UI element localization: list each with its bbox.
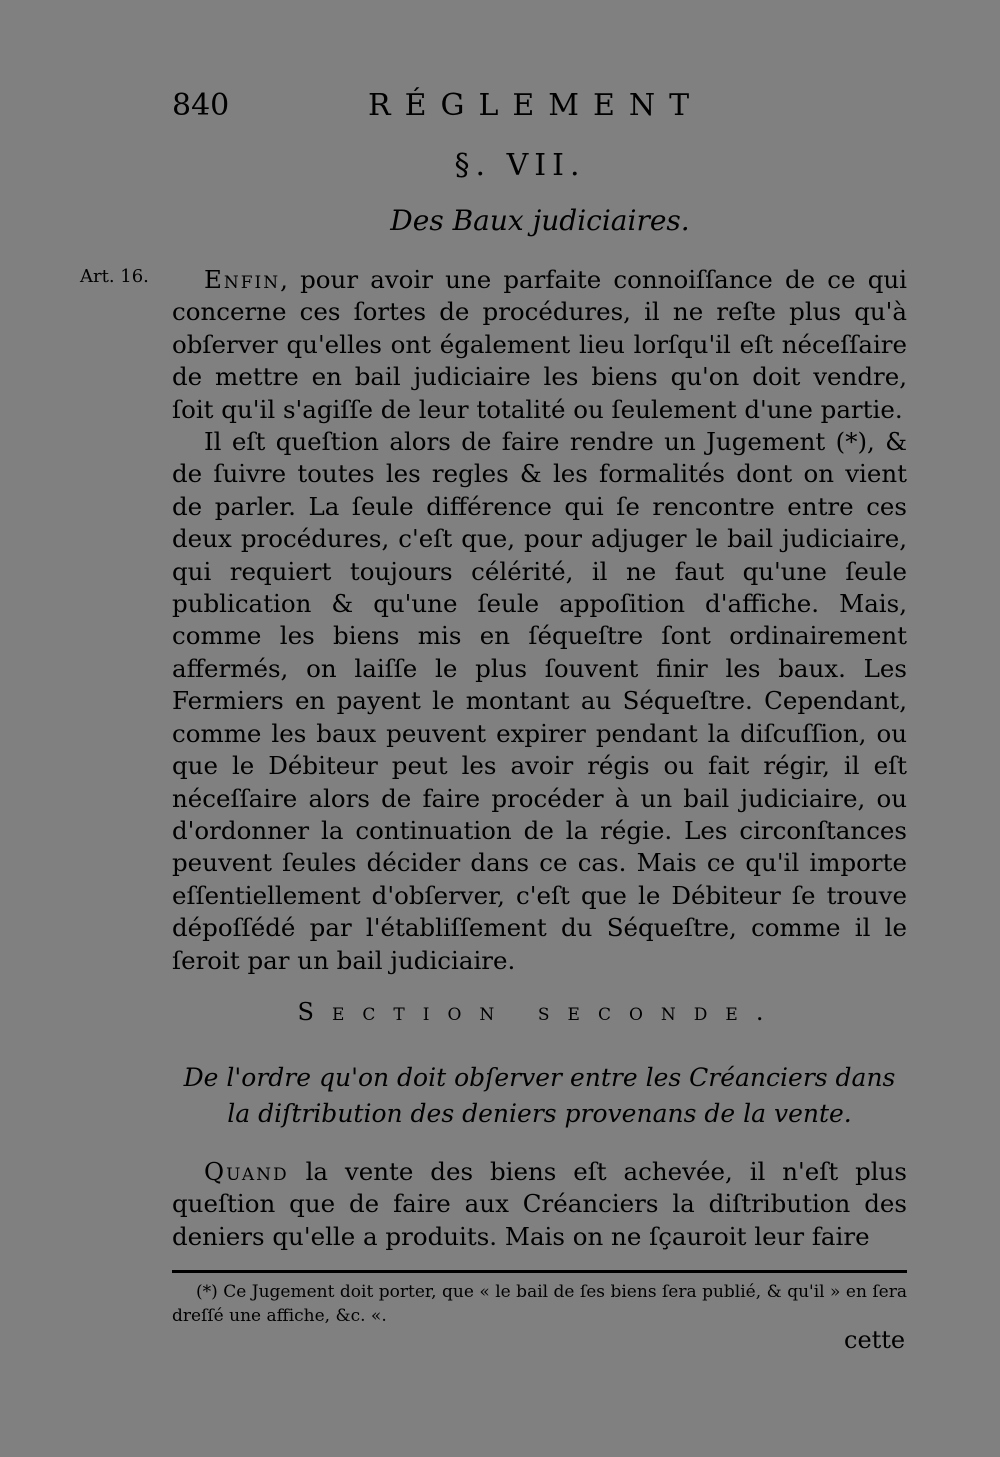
body-text — [172, 264, 907, 977]
page-number: 840 — [172, 88, 230, 123]
footnote: (*) Ce Jugement doit porter, que « le bail de ſes biens ſera publié, & qu'il » en ſera dreſſé une affiche, &c. «. — [172, 1282, 907, 1326]
section-heading: Section seconde. — [297, 998, 782, 1026]
footnote-rule — [172, 1270, 907, 1273]
paragraph-body: , pour avoir une parfaite connoiſſance de ce qui concerne ces ſortes de procédures, il ne reſte plus qu'à obſerver qu'elles ont également lieu lorſqu'il eſt néceſſaire de mettre en bail judiciaire les biens qu'on doit vendre, ſoit qu'il s'agiſſe de leur totalité ou ſeulement d'une partie. — [172, 265, 907, 424]
paragraph-quand — [172, 1156, 907, 1253]
running-title: RÉGLEMENT — [368, 88, 704, 123]
paragraph-il-est: Il eſt queſtion alors de faire rendre un Jugement (*), & de ſuivre toutes les regles & les formalités dont on vient de parler. La ſeule différence qui ſe rencontre entre ces deux procédures, c'eſt que, pour adjuger le bail judiciaire, qui requiert toujours célérité, il ne faut qu'une ſeule publication & qu'une ſeule appoſition d'affiche. Mais, comme les biens mis en ſéqueſtre ſont ordinairement affermés, on laiſſe le plus ſouvent finir les baux. Les Fermiers en payent le montant au Séqueſtre. Cependant, comme les baux peuvent expirer pendant la diſcuſſion, ou que le Débiteur peut les avoir régis ou fait régir, il eſt néceſſaire alors de faire procéder à un bail judiciaire, ou d'ordonner la continuation de la régie. Les circonſtances peuvent ſeules décider dans ce cas. Mais ce qu'il importe eſſentiellement d'obſerver, c'eſt que le Débiteur ſe trouve dépoſſédé par l'établiſſement du Séqueſtre, comme il le ſeroit par un bail judiciaire. — [172, 427, 907, 975]
paragraph-lead: Enfin — [204, 265, 281, 294]
margin-note: Art. 16. — [80, 266, 149, 287]
section-number: §. VII. — [454, 148, 586, 183]
section-title: Des Baux judiciaires. — [390, 204, 690, 237]
running-head — [172, 88, 912, 128]
paragraph-lead: Quand — [204, 1157, 289, 1186]
catchword: cette — [844, 1326, 906, 1354]
paragraph-enfin — [172, 264, 907, 426]
paragraph-body: la vente des biens eſt achevée, il n'eſt plus queſtion que de faire aux Créanciers la diſtribution des deniers qu'elle a produits. Mais on ne ſçauroit leur faire — [172, 1157, 907, 1251]
section-subtitle: De l'ordre qu'on doit obſerver entre les Créanciers dans la diſtribution des deniers provenans de la vente. — [183, 1063, 896, 1128]
body-text-quand — [172, 1156, 907, 1253]
